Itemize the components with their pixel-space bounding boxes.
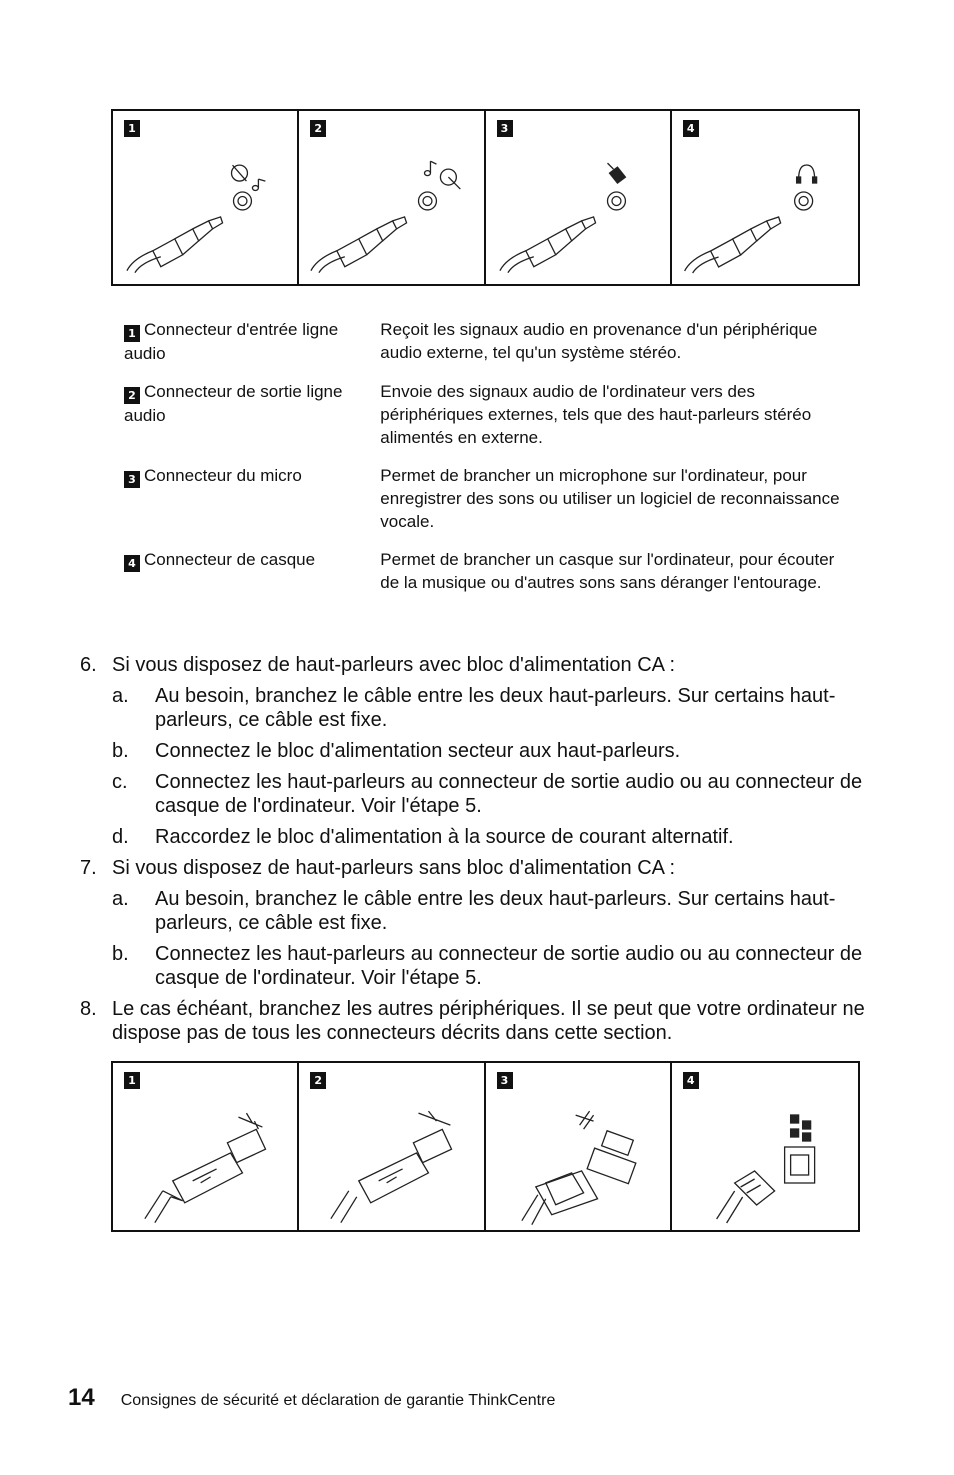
usb-icon (113, 1063, 297, 1230)
usb-3-icon (299, 1063, 483, 1230)
figure-panel-usb-3 (299, 1063, 485, 1230)
step-number: 7. (80, 857, 97, 879)
sub-step-letter: c. (112, 771, 128, 793)
sub-step-text: Au besoin, branchez le câble entre les deux haut-parleurs. Sur certains haut-parleurs, ce câble est fixe. (155, 685, 836, 731)
number-badge: 3 (497, 1072, 513, 1089)
legend-description: Permet de brancher un microphone sur l'ordinateur, pour enregistrer des sons ou utiliser un logiciel de reconnaissance vocale. (380, 466, 840, 531)
legend-term-text: Connecteur de sortie ligne audio (124, 382, 343, 425)
ethernet-icon (672, 1063, 858, 1230)
sub-step-letter: b. (112, 740, 129, 762)
sub-step-text: Connectez le bloc d'alimentation secteur aux haut-parleurs. (155, 740, 681, 762)
step-8 (80, 997, 870, 1045)
sub-step-text: Au besoin, branchez le câble entre les deux haut-parleurs. Sur certains haut-parleurs, ce câble est fixe. (155, 888, 836, 934)
sub-step-text: Connectez les haut-parleurs au connecteur de sortie audio ou au connecteur de casque de l'ordinateur. Voir l'étape 5. (155, 943, 863, 989)
page-number: 14 (68, 1384, 95, 1411)
number-badge: 4 (683, 1072, 699, 1089)
number-badge: 1 (124, 325, 140, 342)
line-in-icon (113, 111, 297, 284)
legend-term (124, 380, 380, 449)
legend-description: Envoie des signaux audio de l'ordinateur vers des périphériques externes, tels que des haut-parleurs stéréo alimentés en externe. (380, 382, 812, 447)
page-footer (68, 1384, 555, 1412)
number-badge: 2 (310, 120, 326, 137)
legend-term-text: Connecteur du micro (144, 466, 302, 485)
sub-step (112, 887, 870, 935)
sub-step (112, 942, 870, 990)
microphone-icon (486, 111, 670, 284)
number-badge: 4 (124, 555, 140, 572)
legend-description: Permet de brancher un casque sur l'ordinateur, pour écouter de la musique ou d'autres sons sans déranger l'entourage. (380, 550, 835, 592)
connector-legend (124, 318, 854, 609)
legend-row (124, 380, 854, 449)
step-number: 6. (80, 654, 97, 676)
legend-row (124, 548, 854, 594)
number-badge: 1 (124, 120, 140, 137)
sub-step (112, 684, 870, 732)
figure-panel-headphone (672, 111, 858, 284)
legend-term-text: Connecteur de casque (144, 550, 316, 569)
figure-panel-ethernet (672, 1063, 858, 1230)
legend-term (124, 318, 380, 365)
number-badge: 3 (497, 120, 513, 137)
instruction-steps (80, 653, 870, 1052)
legend-term (124, 464, 380, 533)
figure-panel-serial (486, 1063, 672, 1230)
number-badge: 2 (124, 387, 140, 404)
number-badge: 1 (124, 1072, 140, 1089)
sub-step (112, 739, 870, 763)
legend-description: Reçoit les signaux audio en provenance d'un périphérique audio externe, tel qu'un système stéréo. (380, 320, 818, 362)
line-out-icon (299, 111, 483, 284)
number-badge: 4 (683, 120, 699, 137)
legend-term (124, 548, 380, 594)
step-7 (80, 856, 870, 990)
sub-step (112, 770, 870, 818)
step-text: Si vous disposez de haut-parleurs avec bloc d'alimentation CA : (112, 654, 676, 676)
audio-connectors-figure (111, 109, 860, 286)
legend-row (124, 318, 854, 365)
number-badge: 3 (124, 471, 140, 488)
headphone-icon (672, 111, 858, 284)
figure-panel-usb (113, 1063, 299, 1230)
sub-step-letter: a. (112, 888, 129, 910)
step-number: 8. (80, 998, 97, 1020)
legend-term-text: Connecteur d'entrée ligne audio (124, 320, 339, 363)
other-connectors-figure (111, 1061, 860, 1232)
serial-port-icon (486, 1063, 670, 1230)
figure-panel-line-in (113, 111, 299, 284)
figure-panel-microphone (486, 111, 672, 284)
number-badge: 2 (310, 1072, 326, 1089)
sub-step-text: Connectez les haut-parleurs au connecteur de sortie audio ou au connecteur de casque de l'ordinateur. Voir l'étape 5. (155, 771, 863, 817)
legend-row (124, 464, 854, 533)
footer-title: Consignes de sécurité et déclaration de garantie ThinkCentre (120, 1392, 556, 1409)
sub-step (112, 825, 870, 849)
sub-step-letter: b. (112, 943, 129, 965)
sub-step-text: Raccordez le bloc d'alimentation à la source de courant alternatif. (155, 826, 734, 848)
step-text: Si vous disposez de haut-parleurs sans bloc d'alimentation CA : (112, 857, 676, 879)
figure-panel-line-out (299, 111, 485, 284)
step-6 (80, 653, 870, 849)
sub-step-letter: d. (112, 826, 129, 848)
step-text: Le cas échéant, branchez les autres périphériques. Il se peut que votre ordinateur ne dispose pas de tous les connecteurs décrits dans cette section. (112, 998, 865, 1044)
sub-step-letter: a. (112, 685, 129, 707)
